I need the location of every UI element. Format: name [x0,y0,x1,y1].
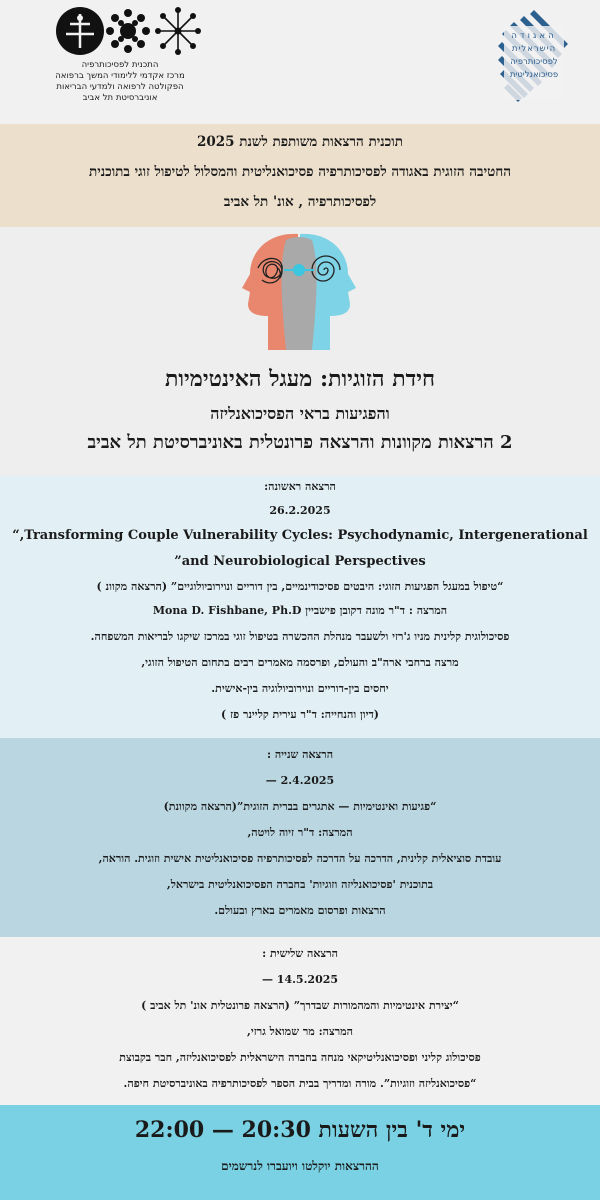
lecture-3-title: “יצירת אינטימיות והמהמורות שבדרך” (הרצאה פרונטלית אונ' תל אביב ) [141,999,459,1012]
lecture-1-discussant: (דיון והנחייה: ד"ר עירית קליינר פז ) [221,708,379,721]
lecture-3-date: 14.5.2025 — [261,973,339,986]
lecture-1-english-title-2: and Neurobiological Perspectives” [174,554,426,569]
lecture-1-hebrew-title: “טיפול במעגל הפגיעות הזוגי: היבטים פסיכודינמיים, בין דוריים ונוירוביולוגיים” (הרצאה מקוונ ) [96,580,504,593]
university-line-2: מרכז אקדמי ללימודי המשך ברפואה [55,71,185,81]
university-line-4: אוניברסיטת תל אביב [82,93,158,103]
lecture-2-speaker: המרצה: ד"ר זיוה לויטה, [247,826,353,839]
heads-illustration [228,230,370,358]
association-name [496,30,572,82]
lecture-2-bio-3: הרצאות ופרסום מאמרים בארץ ובעולם. [214,904,386,917]
lecture-hours: ימי ד' בין השעות 20:30 — 22:00 [134,1117,466,1143]
footer-band [0,1105,600,1200]
lecture-2-heading: הרצאה שנייה : [266,748,334,761]
header [0,0,600,124]
program-band [0,124,600,227]
lecture-2-bio-2: בתוכנית 'פסיכואנליזה וזוגיות' בחברה הפסיכואנליטית בישראל, [166,878,434,891]
lecture-1-english-title-1: Transforming Couple Vulnerability Cycles: Psychodynamic, Intergenerational,“ [12,528,588,543]
lecture-3-section [0,937,600,1105]
university-emblems-icon [20,4,220,60]
program-line-3: לפסיכותרפיה , אונ' תל אביב [223,194,377,210]
university-text [20,60,220,104]
association-logo [496,6,572,114]
university-line-1: התכנית לפסיכותרפיה [81,60,159,70]
lecture-1-date: 26.2.2025 [269,504,331,517]
lecture-1-bio-1: פסיכולוגית קלינית מניו ג'רזי ולשעבר מנהלת ההכשרה בטיפול זוגי במרכז שיקגו לבריאות המשפחה. [90,630,510,643]
program-line-2: החטיבה הזוגית באגודה לפסיכותרפיה פסיכואנליטית והמסלול לטיפול זוגי בתוכנית [88,164,512,180]
sub-title: והפגיעות בראי הפסיכואנליזה [210,404,390,423]
lecture-3-bio-1: פסיכולוג קליני ופסיכואנליטיקאי מנחה בחברה הישראלית לפסיכואנליזה, חבר בקבוצת [119,1051,481,1064]
lecture-1-bio-3: יחסים בין-דוריים ונוירוביולוגיה בין-אישית. [211,682,389,695]
lecture-1-speaker: המרצה : ד"ר מונה דקובן פישביין Mona D. Fishbane, Ph.D [152,604,448,617]
lecture-2-bio-1: עובדת סוציאלית קלינית, הדרכה על הדרכה לפסיכותרפיה פסיכואנליטית אישית וזוגית. הוראה, [98,852,502,865]
lecture-3-heading: הרצאה שלישית : [262,947,338,960]
university-line-3: הפקולטה לרפואה ולמדעי הבריאות [56,82,184,92]
lecture-2-title: “פגיעות ואינטימיות — אתגרים בברית הזוגית”(הרצאה מקוונת) [163,800,437,813]
two-heads-icon [228,230,370,358]
assoc-line-3: לפסיכותרפיה [510,57,558,67]
assoc-line-2: הישראלית [511,44,557,54]
university-logos [20,4,220,118]
assoc-line-1: האגודה [511,31,557,41]
lecture-1-heading: הרצאה ראשונה: [264,480,336,493]
program-line-1: תוכנית הרצאות משותפת לשנת 2025 [197,134,403,150]
lecture-3-speaker: המרצה: מר שמואל גרזי, [247,1025,353,1038]
main-title: חידת הזוגיות: מעגל האינטימיות [164,366,436,392]
assoc-line-4: פסיכואנליטית [509,70,559,80]
lecture-1-bio-2: מרצה ברחבי ארה"ב והעולם, ופרסמה מאמרים רבים בתחום הטיפול הזוגי, [141,656,459,669]
lecture-3-bio-2: “פסיכואנליזה וזוגיות”. מורה ומדריך בבית הספר לפסיכותרפיה באוניברסיטת חיפה. [123,1077,477,1090]
lecture-2-section [0,738,600,937]
lectures-info: 2 הרצאות מקוונות והרצאה פרונטלית באוניברסיטת תל אביב [87,432,513,453]
lecture-2-date: 2.4.2025 — [265,774,335,787]
recording-note: ההרצאות יוקלטו ויועברו לנרשמים [221,1159,379,1173]
lecture-1-section [0,476,600,738]
